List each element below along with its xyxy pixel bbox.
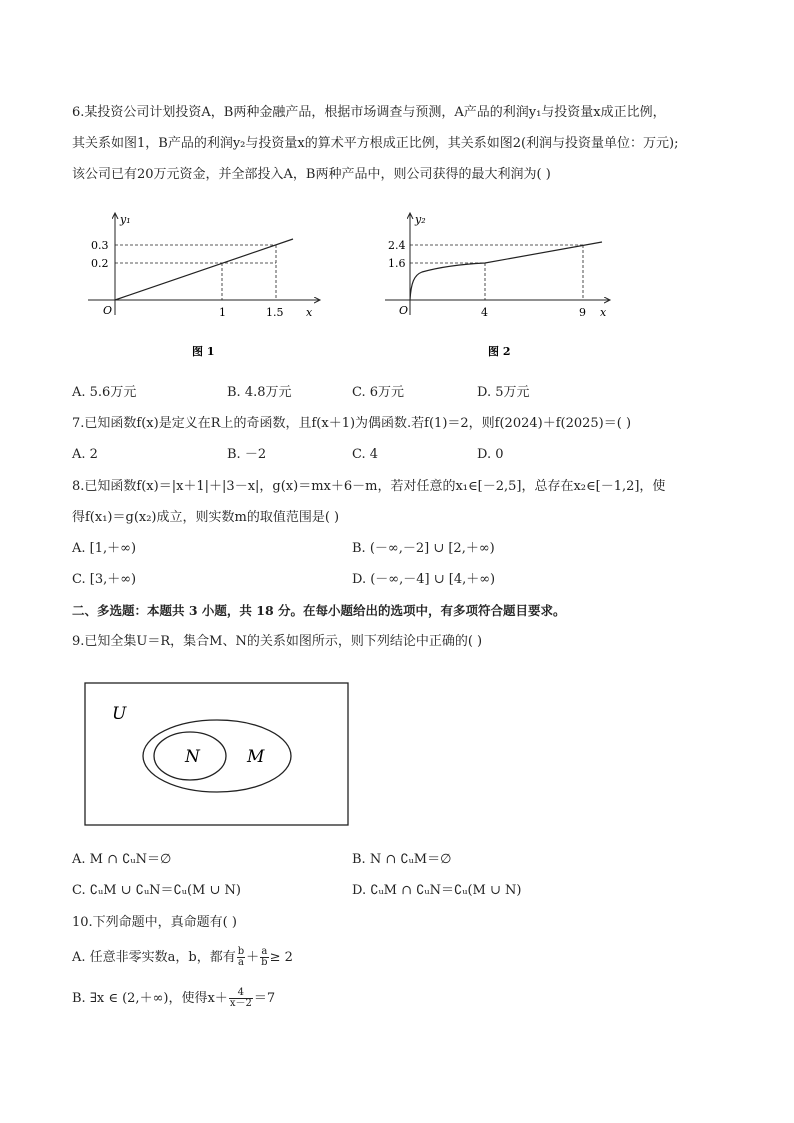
q10-option-a-frac-1: $\frac{b}{a}$ [237, 946, 245, 968]
fig2-curve [410, 242, 602, 300]
q7-option-c[interactable]: C. 4 [352, 447, 379, 462]
q9-stem: 9.已知全集U＝R，集合M、N的关系如图所示，则下列结论中正确的( ) [72, 634, 483, 649]
fig1-ytick-0.2: 0.2 [91, 257, 109, 270]
q10-option-a-frac-2: $\frac{a}{b}$ [261, 946, 268, 968]
q6-option-d[interactable]: D. 5万元 [477, 385, 530, 400]
q10-option-a-text: A. 任意非零实数a，b，都有 [72, 950, 236, 965]
fig2-xtick-9: 9 [579, 306, 586, 319]
fig2-caption: 图 2 [488, 345, 511, 358]
q10-option-a[interactable] [72, 946, 293, 970]
fig2-xlabel: x [600, 306, 607, 319]
fig1-ytick-0.3: 0.3 [91, 239, 109, 252]
q8-line-2: 得f(x₁)＝g(x₂)成立，则实数m的取值范围是( ) [72, 510, 340, 525]
q10-option-b[interactable] [72, 987, 275, 1011]
fig1-ylabel: y₁ [120, 213, 131, 226]
q8-option-c[interactable]: C. [3,＋∞) [72, 572, 137, 587]
q8-option-b[interactable]: B. (－∞,－2] ∪ [2,＋∞) [352, 541, 495, 556]
figure-2-graph [380, 205, 620, 360]
q6-line-2: 其关系如图1，B产品的利润y₂与投资量x的算术平方根成正比例，其关系如图2(利润与投资量单位：万元); [72, 136, 679, 151]
q6-option-b[interactable]: B. 4.8万元 [227, 385, 292, 400]
fig1-line [115, 239, 293, 300]
venn-label-n: N [185, 747, 200, 767]
fig2-ytick-1.6: 1.6 [388, 257, 406, 270]
q6-line-1: 6.某投资公司计划投资A，B两种金融产品，根据市场调查与预测，A产品的利润y₁与投资量x成正比例， [72, 105, 666, 120]
q10-option-b-text: B. ∃x ∈ (2,＋∞)，使得x＋ [72, 991, 228, 1006]
q7-stem: 7.已知函数f(x)是定义在R上的奇函数，且f(x＋1)为偶函数.若f(1)＝2，则f(2024)＋f(2025)＝( ) [72, 416, 632, 431]
q10-option-a-plus: ＋ [246, 950, 260, 965]
fig1-xlabel: x [306, 306, 313, 319]
fig2-xtick-4: 4 [481, 306, 488, 319]
q10-option-b-suffix: ＝7 [253, 991, 276, 1006]
venn-label-m: M [247, 747, 265, 767]
venn-set-m [143, 720, 291, 792]
q8-option-a[interactable]: A. [1,＋∞) [72, 541, 137, 556]
q7-option-a[interactable]: A. 2 [72, 447, 98, 462]
q9-option-b[interactable]: B. N ∩ ∁ᵤM＝∅ [352, 852, 452, 867]
q9-option-c[interactable]: C. ∁ᵤM ∪ ∁ᵤN＝∁ᵤ(M ∪ N) [72, 883, 241, 898]
fig2-origin: O [399, 304, 409, 317]
q10-stem: 10.下列命题中，真命题有( ) [72, 915, 237, 930]
fig2-ylabel: y₂ [415, 213, 426, 226]
fig1-caption: 图 1 [192, 345, 215, 358]
figure-1-graph [80, 205, 330, 360]
section-2-title: 二、多选题：本题共 3 小题，共 18 分。在每小题给出的选项中，有多项符合题目要求。 [72, 603, 566, 618]
q7-option-d[interactable]: D. 0 [477, 447, 504, 462]
q8-option-d[interactable]: D. (－∞,－4] ∪ [4,＋∞) [352, 572, 496, 587]
q6-line-3: 该公司已有20万元资金，并全部投入A，B两种产品中，则公司获得的最大利润为( ) [72, 167, 551, 182]
q8-line-1: 8.已知函数f(x)＝|x＋1|＋|3－x|，g(x)＝mx＋6－m，若对任意的x₁∈[－2,5]，总存在x₂∈[－1,2]，使 [72, 479, 666, 494]
fig2-ytick-2.4: 2.4 [388, 239, 406, 252]
fig1-origin: O [103, 304, 113, 317]
q9-option-d[interactable]: D. ∁ᵤM ∩ ∁ᵤN＝∁ᵤ(M ∪ N) [352, 883, 522, 898]
q9-venn-diagram [84, 682, 352, 830]
q10-option-b-frac: $\frac{4}{x-2}$ [229, 987, 252, 1009]
venn-label-u: U [112, 704, 127, 724]
q9-option-a[interactable]: A. M ∩ ∁ᵤN＝∅ [72, 852, 172, 867]
q6-option-c[interactable]: C. 6万元 [352, 385, 405, 400]
q10-option-a-suffix: ≥ 2 [269, 950, 293, 965]
fig1-xtick-1: 1 [219, 306, 226, 319]
q7-option-b[interactable]: B. －2 [227, 447, 267, 462]
fig1-xtick-1.5: 1.5 [266, 306, 284, 319]
q6-option-a[interactable]: A. 5.6万元 [72, 385, 137, 400]
